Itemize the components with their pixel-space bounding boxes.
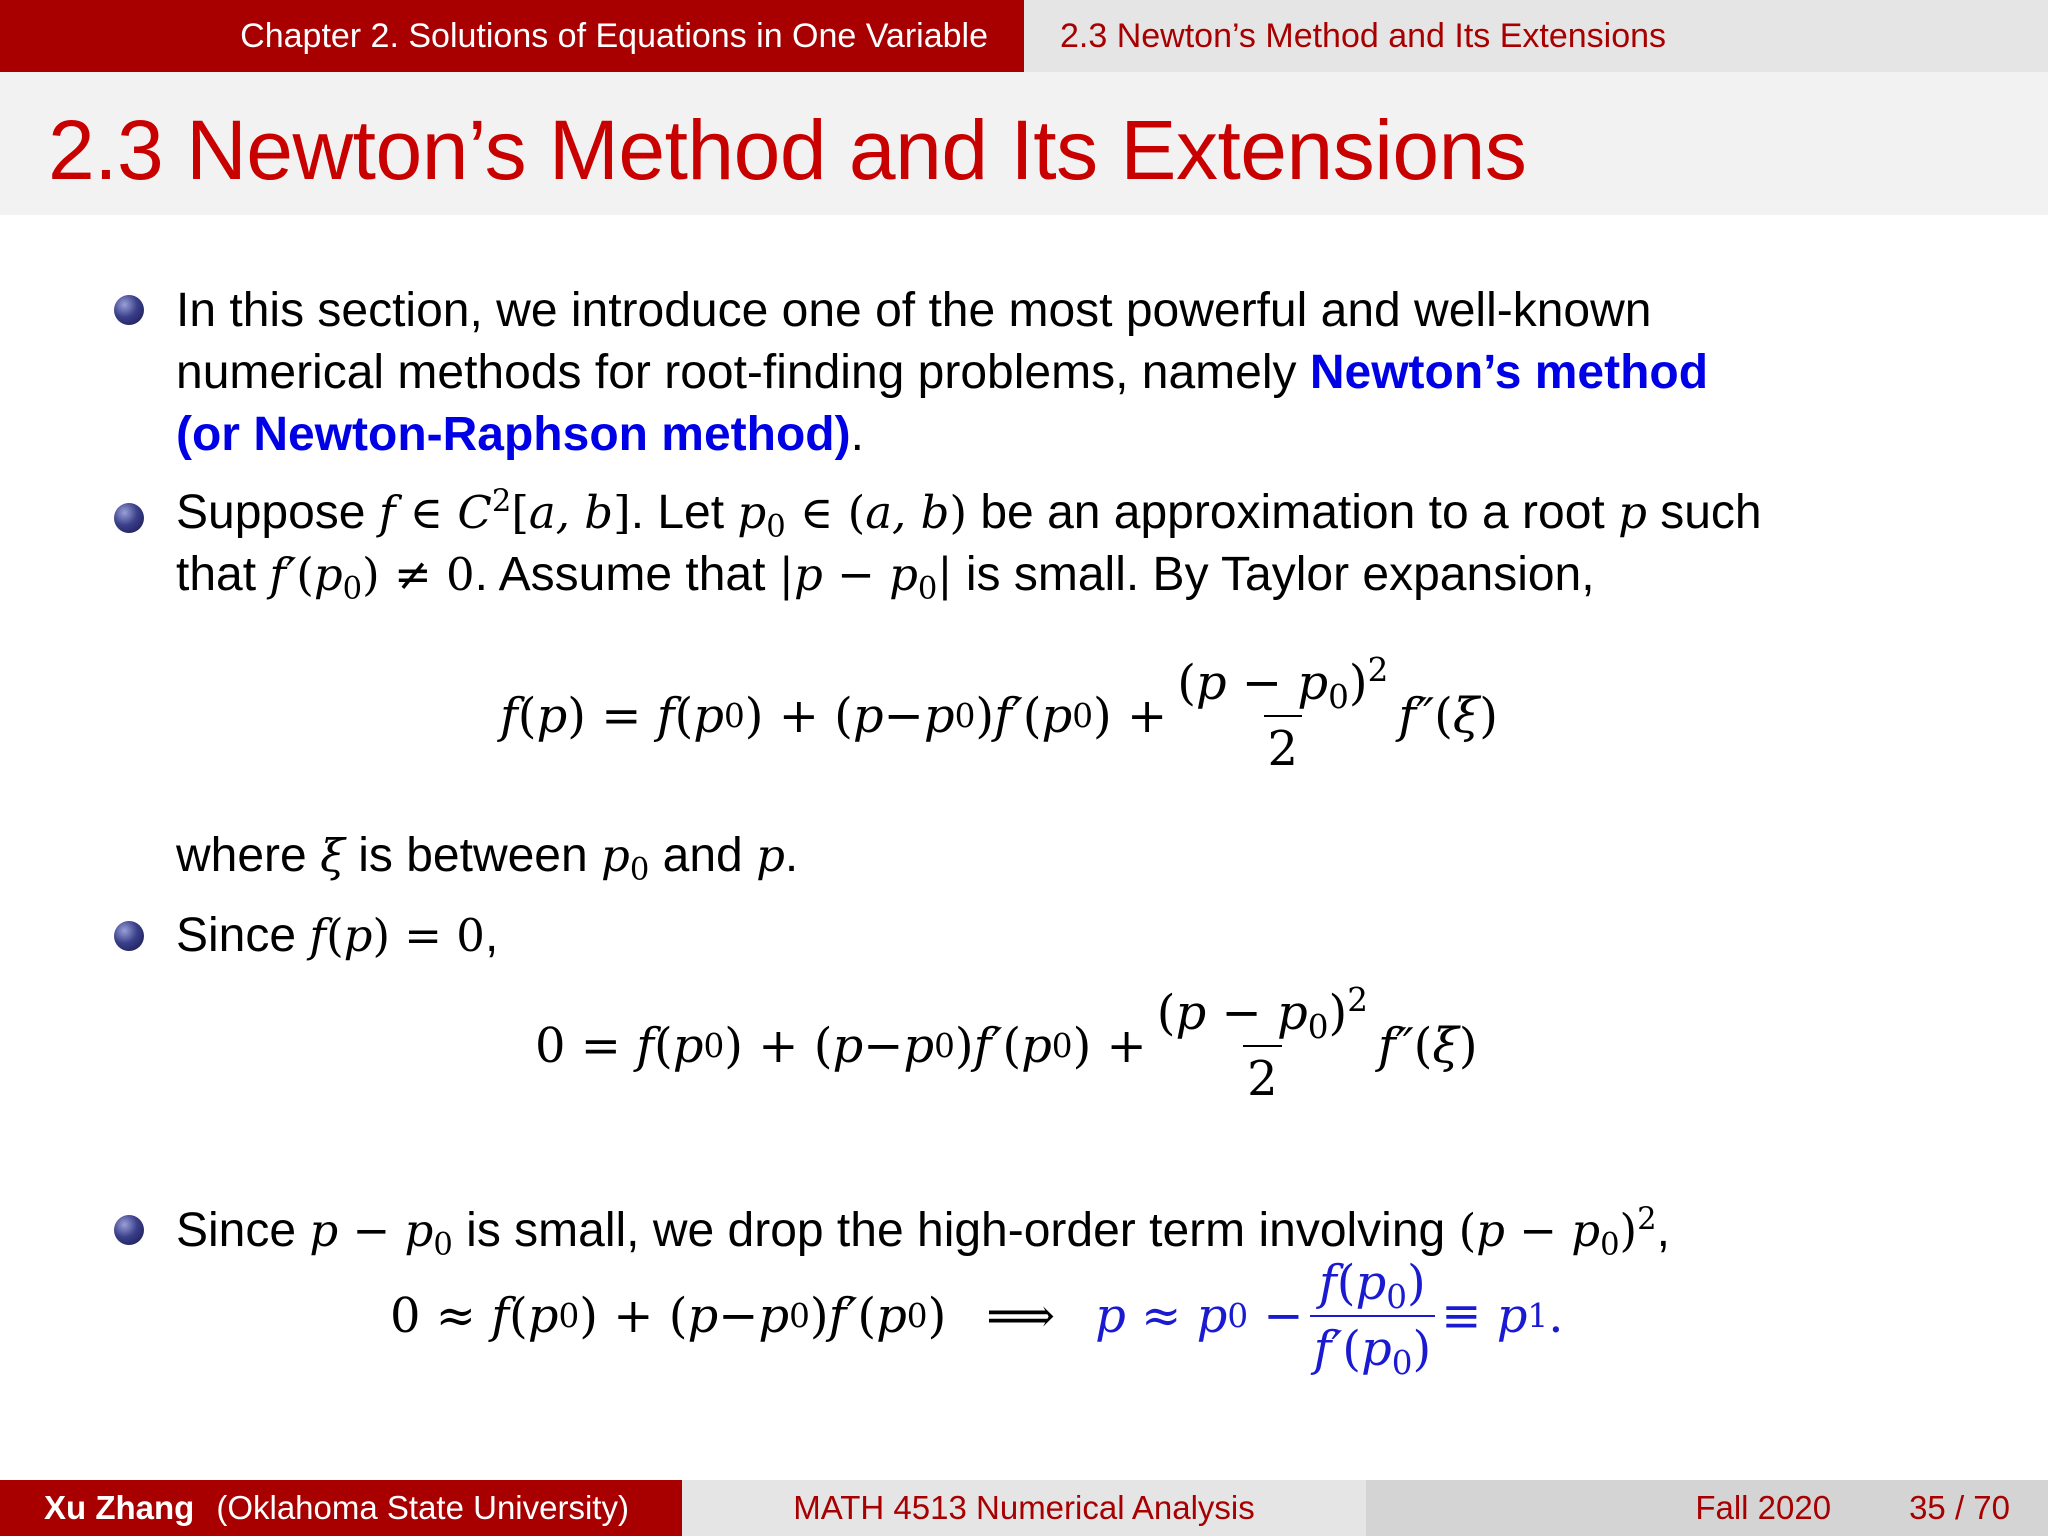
- bullet-icon: [114, 921, 144, 951]
- such-text: such: [1646, 486, 1762, 539]
- footer-course: MATH 4513 Numerical Analysis: [682, 1480, 1366, 1536]
- header-bar: [0, 0, 2048, 72]
- math-p0-in-ab: $p_0$ ∈ (a, b): [737, 486, 967, 545]
- approx-text: be an approximation to a root: [967, 486, 1619, 539]
- math-abs-diff: $|p - p_0|$: [778, 548, 953, 607]
- header-chapter[interactable]: Chapter 2. Solutions of Equations in One Variable: [0, 0, 1024, 72]
- footer-author: Xu Zhang: [44, 1489, 195, 1526]
- bullet-suppose: [176, 482, 1996, 606]
- taylor-text: is small. By Taylor expansion,: [952, 548, 1595, 601]
- bullet-icon: [114, 1215, 144, 1245]
- bullet-icon: [114, 503, 144, 533]
- since-text: Since: [176, 909, 310, 962]
- where-period: .: [784, 829, 799, 882]
- newton-iteration-equation: 0 ≈ f ( p 0 ) + ( p − p 0 ) f′ ( p 0 ) ⟹ p ≈ p 0 − $\frac{f(p_0)}{f'(p_0)}$ ≡ p 1 .: [390, 1255, 1564, 1383]
- suppose-text: Suppose: [176, 486, 379, 539]
- intro-period: .: [850, 408, 864, 461]
- let-text: . Let: [630, 486, 738, 539]
- footer-page-number: 35 / 70: [1909, 1489, 2010, 1526]
- title-band: [0, 72, 2048, 215]
- footer-affiliation: (Oklahoma State University): [216, 1489, 629, 1526]
- intro-line-2: numerical methods for root-finding problems, namely: [176, 346, 1310, 399]
- since-small-text: Since: [176, 1204, 310, 1257]
- taylor-equation: f ( p ) = f ( p 0 ) + ( p − p 0 ) f′ ( p 0 ) + $\frac{(p - p_0)^2}{2}$ f″ ( ξ ): [500, 651, 1498, 777]
- newtons-method-highlight: Newton’s method: [1309, 346, 1709, 399]
- assume-text: . Assume that: [474, 548, 779, 601]
- bullet-since-root: [176, 905, 1996, 967]
- math-fp-zero: f(p) = 0: [309, 909, 485, 962]
- newton-update-formula: p ≈ p 0 − $\frac{f(p_0)}{f'(p_0)}$ ≡ p 1 .: [1095, 1255, 1564, 1383]
- bullet-intro: [176, 280, 1996, 466]
- math-p0: $p_0$: [601, 829, 650, 888]
- footer-meta: [1366, 1480, 2048, 1536]
- bullet-icon: [114, 295, 144, 325]
- drop-term-text: is small, we drop the high-order term involving: [452, 1204, 1459, 1257]
- taylor-fraction: $\frac{(p - p_0)^2}{2}$: [1177, 651, 1389, 777]
- math-p: p: [1618, 486, 1647, 539]
- newton-raphson-highlight: (or Newton-Raphson method): [176, 408, 851, 461]
- math-p-minus-p0: $p - p_0$: [309, 1204, 453, 1263]
- math-fprime-nonzero: $f'(p_0) \ne 0$: [269, 548, 475, 607]
- intro-line-1: In this section, we introduce one of the most powerful and well-known: [176, 284, 1652, 337]
- since-comma: ,: [484, 909, 499, 962]
- footer-author-block: [0, 1480, 682, 1536]
- drop-comma: ,: [1656, 1204, 1670, 1257]
- math-f-in-c2: f ∈ $C^2[a$, b]: [378, 484, 631, 539]
- zero-fraction: $\frac{(p - p_0)^2}{2}$: [1156, 981, 1368, 1107]
- slide-title: 2.3 Newton’s Method and Its Extensions: [48, 103, 1527, 197]
- bullet-drop-term: [176, 1200, 1996, 1262]
- header-section[interactable]: 2.3 Newton’s Method and Its Extensions: [1024, 0, 2048, 72]
- newton-fraction: $\frac{f(p_0)}{f'(p_0)}$: [1310, 1255, 1436, 1377]
- where-text: where: [176, 829, 321, 882]
- footer-term: Fall 2020: [1695, 1489, 1832, 1526]
- and-text: and: [649, 829, 757, 882]
- that-text: that: [176, 548, 270, 601]
- footer-bar: [0, 1480, 2048, 1536]
- math-xi: ξ: [320, 829, 345, 882]
- slide-body: [0, 215, 2048, 1480]
- math-square-term: $(p - p_0)^2$: [1458, 1202, 1657, 1263]
- where-line: [176, 825, 1996, 887]
- zero-equation: 0 = f ( p 0 ) + ( p − p 0 ) f′ ( p 0 ) + $\frac{(p - p_0)^2}{2}$ f″ ( ξ ): [535, 981, 1478, 1107]
- math-p: p: [756, 829, 785, 882]
- between-text: is between: [344, 829, 602, 882]
